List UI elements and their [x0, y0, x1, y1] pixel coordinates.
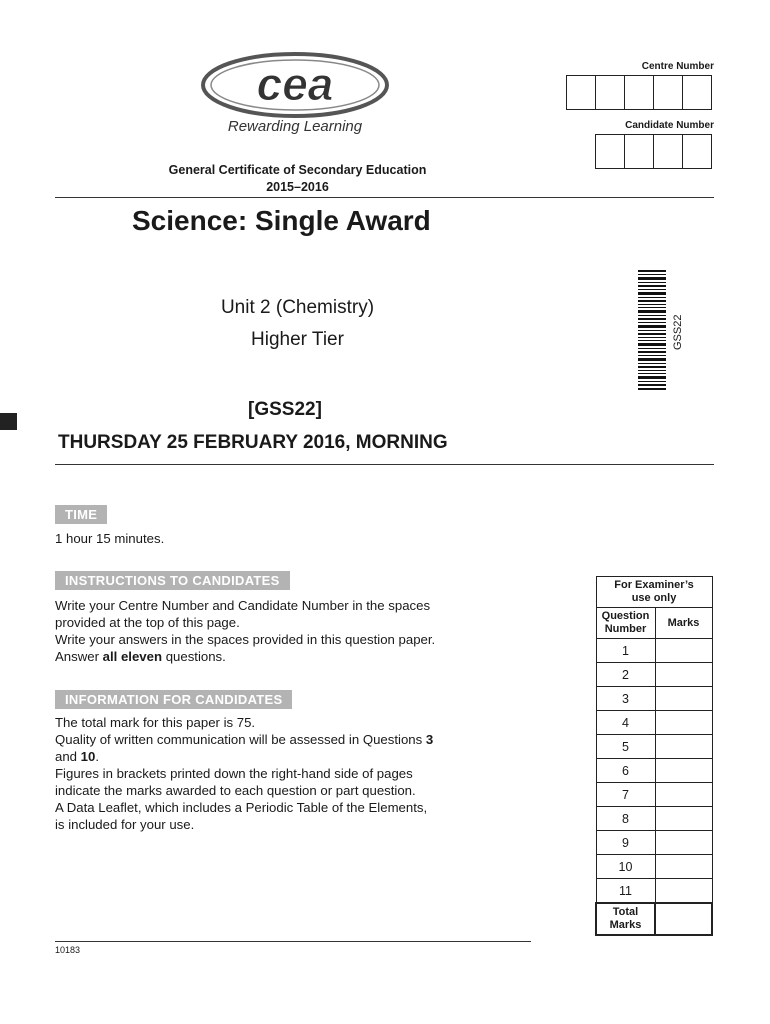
- information-line: Figures in brackets printed down the right-hand side of pages: [55, 766, 413, 781]
- footer-code: 10183: [55, 945, 81, 955]
- total-marks-label: [596, 903, 655, 935]
- question-marks-cell[interactable]: [655, 831, 712, 855]
- exam-date: THURSDAY 25 FEBRUARY 2016, MORNING: [58, 432, 448, 453]
- total-line: Marks: [609, 919, 642, 931]
- centre-number-label: Centre Number: [641, 61, 714, 72]
- information-line: A Data Leaflet, which includes a Periodic Table of the Elements,: [55, 800, 428, 815]
- information-line: is included for your use.: [55, 817, 195, 832]
- text-run: Quality of written communication will be assessed in Questions: [55, 732, 426, 747]
- examiner-marks-table: [595, 576, 713, 936]
- subject-title: Science: Single Award: [132, 205, 431, 236]
- unit-block: [150, 292, 445, 356]
- information-line: [55, 731, 575, 748]
- question-marks-cell[interactable]: [655, 879, 712, 904]
- text-run-bold: all eleven: [102, 649, 163, 664]
- question-marks-cell[interactable]: [655, 711, 712, 735]
- examiner-table-title: [596, 577, 712, 608]
- examiner-title-line: use only: [631, 592, 677, 604]
- question-number: 6: [596, 759, 655, 783]
- question-row: [596, 759, 712, 783]
- text-run: .: [95, 749, 100, 764]
- time-text: 1 hour 15 minutes.: [55, 531, 165, 546]
- svg-text:cea: cea: [256, 58, 334, 110]
- header-rule: [55, 197, 714, 198]
- instructions-line: provided at the top of this page.: [55, 615, 240, 630]
- question-marks-cell[interactable]: [655, 783, 712, 807]
- text-run: questions.: [162, 649, 226, 664]
- candidate-number-label: Candidate Number: [625, 120, 714, 131]
- logo-tagline: Rewarding Learning: [227, 118, 363, 135]
- footer-rule: [55, 941, 531, 942]
- question-marks-cell[interactable]: [655, 735, 712, 759]
- information-text: [55, 714, 575, 833]
- question-number: 11: [596, 879, 655, 904]
- question-row: [596, 735, 712, 759]
- question-row: [596, 639, 712, 663]
- cea-logo: [200, 50, 390, 120]
- question-marks-cell[interactable]: [655, 663, 712, 687]
- question-number: 1: [596, 639, 655, 663]
- question-number: 3: [596, 687, 655, 711]
- centre-number-boxes[interactable]: [566, 75, 712, 110]
- question-row: [596, 831, 712, 855]
- unit-title: Unit 2 (Chemistry): [220, 297, 375, 318]
- question-marks-cell[interactable]: [655, 759, 712, 783]
- paper-code: [GSS22]: [248, 399, 322, 420]
- instructions-line: Write your Centre Number and Candidate Number in the spaces: [55, 598, 431, 613]
- marks-header: Marks: [655, 608, 712, 639]
- information-line: indicate the marks awarded to each question or part question.: [55, 783, 416, 798]
- question-row: [596, 783, 712, 807]
- tier-title: Higher Tier: [251, 329, 344, 350]
- question-marks-cell[interactable]: [655, 639, 712, 663]
- question-number: 8: [596, 807, 655, 831]
- information-line: The total mark for this paper is 75.: [55, 715, 256, 730]
- text-run-bold: 10: [80, 749, 96, 764]
- question-number: 9: [596, 831, 655, 855]
- question-number-header: [596, 608, 655, 639]
- question-row: [596, 687, 712, 711]
- text-run: and: [55, 749, 81, 764]
- date-rule: [55, 464, 714, 465]
- question-number: 5: [596, 735, 655, 759]
- question-row: [596, 807, 712, 831]
- instructions-text: [55, 597, 575, 665]
- question-number: 10: [596, 855, 655, 879]
- question-marks-cell[interactable]: [655, 855, 712, 879]
- instructions-line: Write your answers in the spaces provided in this question paper.: [55, 632, 436, 647]
- instructions-line: [55, 648, 575, 665]
- margin-registration-mark: [0, 413, 17, 430]
- qualification-title: General Certificate of Secondary Education: [168, 163, 427, 177]
- total-line: Total: [612, 906, 639, 918]
- information-heading: INFORMATION FOR CANDIDATES: [55, 690, 292, 709]
- information-line: [55, 748, 575, 765]
- question-marks-cell[interactable]: [655, 807, 712, 831]
- text-run: Answer: [55, 649, 103, 664]
- qualification-years: 2015–2016: [266, 180, 329, 194]
- question-number: 4: [596, 711, 655, 735]
- examiner-title-line: For Examiner’s: [614, 579, 694, 591]
- header-line: Question: [601, 610, 650, 622]
- question-number: 2: [596, 663, 655, 687]
- instructions-heading: INSTRUCTIONS TO CANDIDATES: [55, 571, 290, 590]
- question-row: [596, 663, 712, 687]
- question-number: 7: [596, 783, 655, 807]
- question-marks-cell[interactable]: [655, 687, 712, 711]
- time-heading: TIME: [55, 505, 107, 524]
- total-marks-cell[interactable]: [655, 903, 712, 935]
- question-rows: [596, 639, 712, 904]
- candidate-number-boxes[interactable]: [595, 134, 712, 169]
- text-run-bold: 3: [425, 732, 434, 747]
- question-row: [596, 855, 712, 879]
- question-row: [596, 711, 712, 735]
- barcode-label: GSS22: [672, 314, 684, 350]
- qualification-block: [100, 162, 495, 196]
- question-row: [596, 879, 712, 904]
- header-line: Number: [604, 623, 647, 635]
